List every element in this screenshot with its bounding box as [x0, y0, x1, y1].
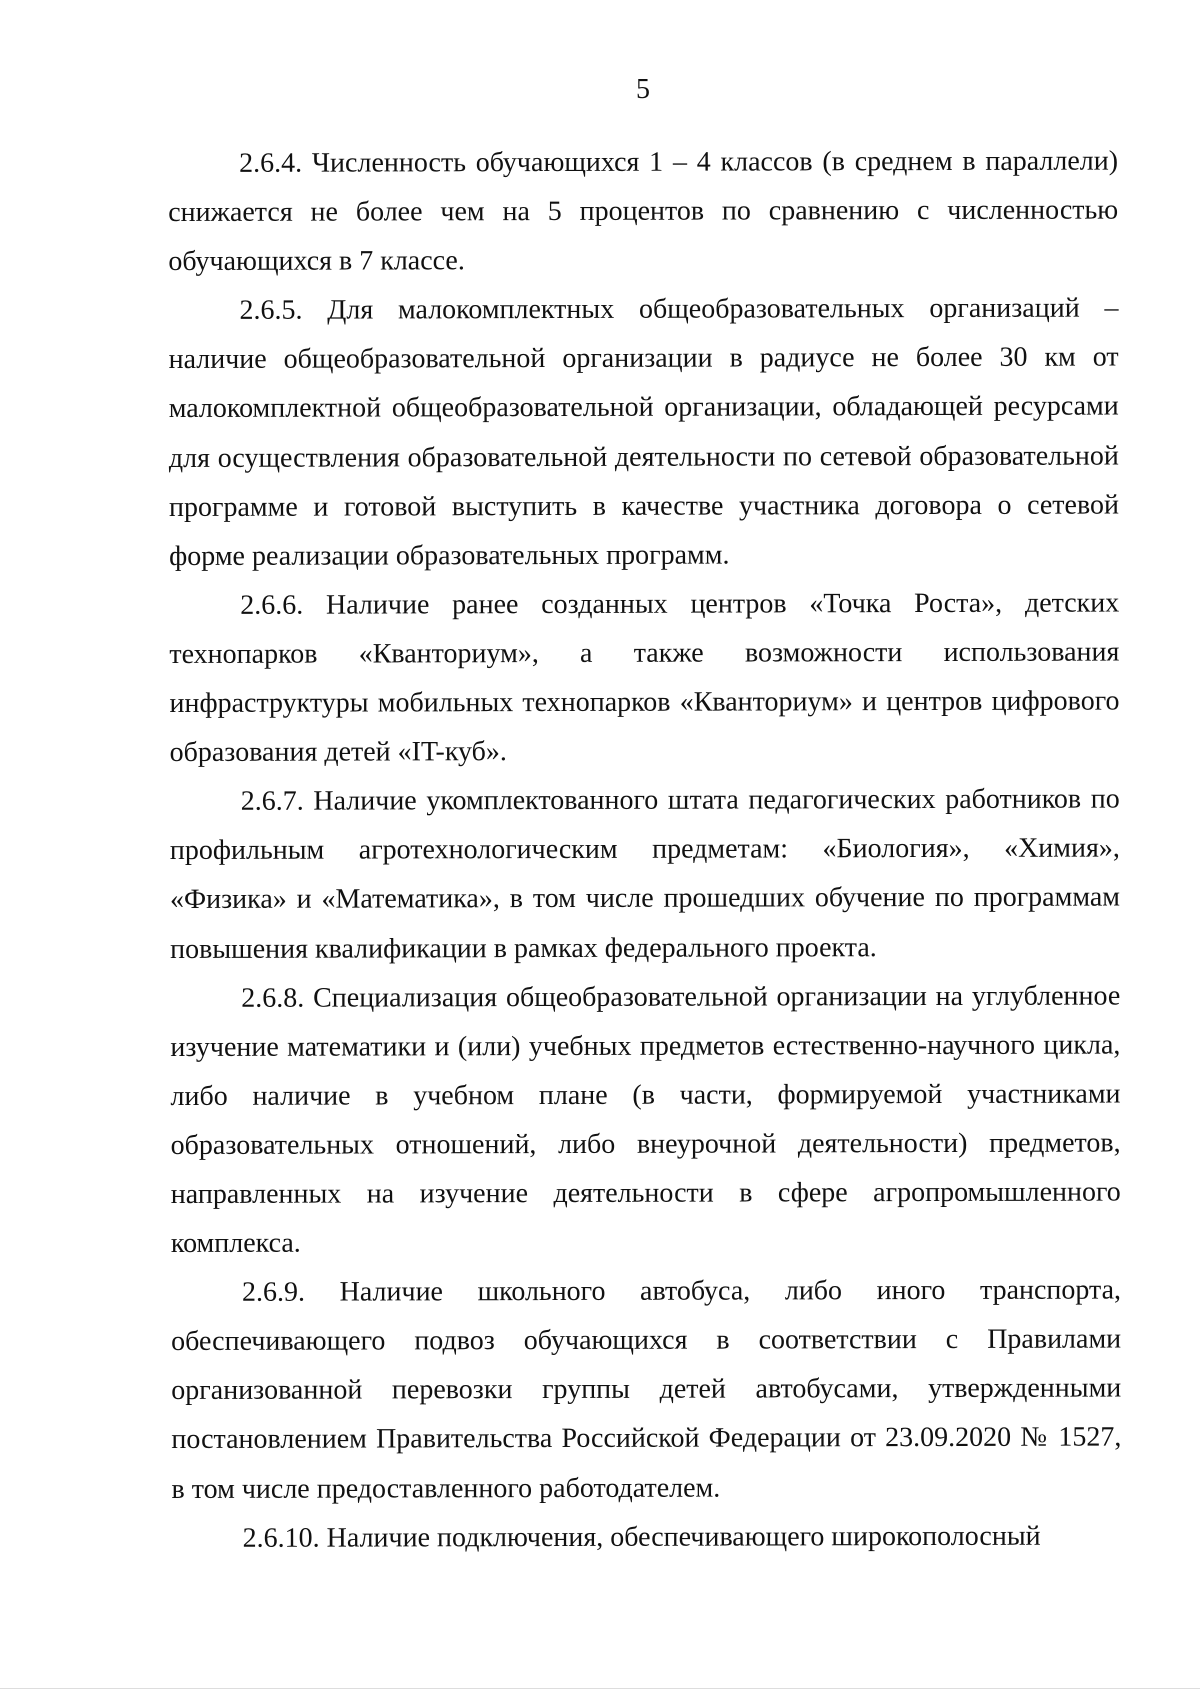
paragraph-2-6-7: 2.6.7. Наличие укомплектованного штата педагогических работников по профильным агротехнологическим предметам: «Биология», «Химия», «Физика» и «Математика», в том числе прошедших обучение по программам повышения квалификации в рамках федерального проекта. — [169, 783, 1121, 965]
paragraph-2-6-10: 2.6.10. Наличие подключения, обеспечивающего широкополосный — [242, 1520, 1041, 1554]
scan-edge-divider — [0, 1688, 1200, 1689]
paragraph-2-6-8: 2.6.8. Специализация общеобразовательной организации на углубленное изучение математики и (или) учебных предметов естественно-научного цикла, либо наличие в учебном плане (в части, формируемой участниками образовательных отношений, либо внеурочной деятельности) предметов, направленных на изучение деятельности в сфере агропромышленного комплекса. — [170, 980, 1121, 1260]
page-number: 5 — [636, 74, 650, 105]
paragraph-2-6-9: 2.6.9. Наличие школьного автобуса, либо иного транспорта, обеспечивающего подвоз обучающихся в соответствии с Правилами организованной перевозки группы детей автобусами, утвержденными постановлением Правительства Российской Федерации от 23.09.2020 № 1527, в том числе предоставленного работодателем. — [171, 1274, 1122, 1505]
paragraph-2-6-5: 2.6.5. Для малокомплектных общеобразовательных организаций – наличие общеобразовательной организации в радиусе не более 30 км от малокомплектной общеобразовательной организации, обладающей ресурсами для осуществления образовательной деятельности по сетевой образовательной программе и готовой выступить в качестве участника договора о сетевой форме реализации образовательных программ. — [168, 292, 1120, 572]
document-body — [168, 137, 1122, 1563]
paragraph-2-6-4: 2.6.4. Численность обучающихся 1 – 4 классов (в среднем в параллели) снижается не более чем на 5 процентов по сравнению с численностью обучающихся в 7 классе. — [168, 145, 1119, 278]
paragraph-2-6-6: 2.6.6. Наличие ранее созданных центров «Точка Роста», детских технопарков «Кванториум», а также возможности использования инфраструктуры мобильных технопарков «Кванториум» и центров цифрового образования детей «IT-куб». — [169, 587, 1120, 769]
